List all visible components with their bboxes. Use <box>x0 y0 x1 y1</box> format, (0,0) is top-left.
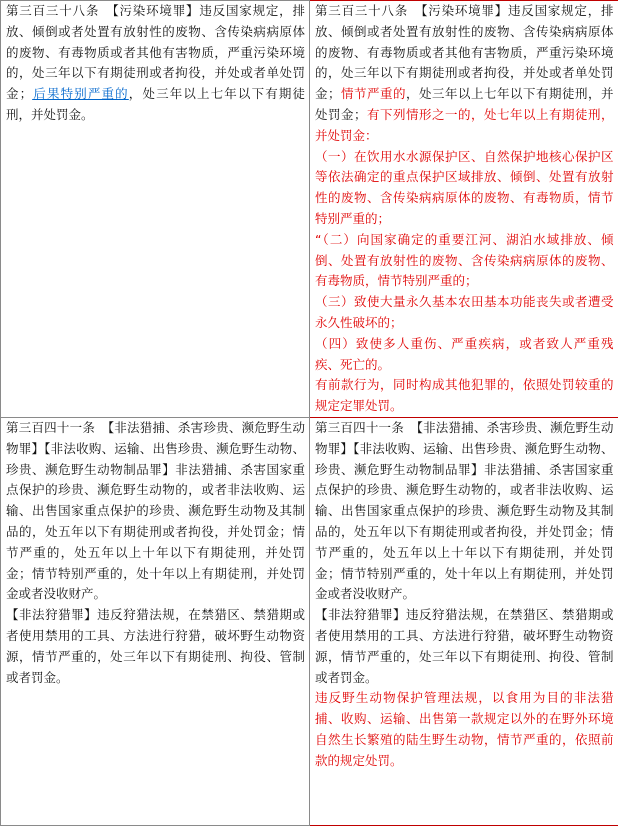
table-row <box>1 1 618 418</box>
article-338-new-text-mid: ，处三年以上七年以下有期徒刑，并处罚金； <box>315 86 613 122</box>
article-338-old-paragraph <box>6 1 305 126</box>
deleted-phrase: 后果特别严重的 <box>32 86 129 101</box>
article-338-new-paragraph <box>315 1 614 147</box>
added-item-4: （四）致使多人重伤、严重疾病，或者致人严重残疾、死亡的。 <box>315 334 614 376</box>
article-341-new-paragraph-1: 第三百四十一条 【非法猎捕、杀害珍贵、濒危野生动物罪】【非法收购、运输、出售珍贵、濒危野生动物、珍贵、濒危野生动物制品罪】非法猎捕、杀害国家重点保护的珍贵、濒危野生动物的，或者非法收购、运输、出售国家重点保护的珍贵、濒危野生动物及其制品的，处五年以下有期徒刑或者拘役，并处罚金；情节严重的，处五年以上十年以下有期徒刑，并处罚金；情节特别严重的，处十年以上有期徒刑，并处罚金或者没收财产。 <box>315 418 614 605</box>
article-341-old-paragraph-2: 【非法狩猎罪】违反狩猎法规，在禁猎区、禁猎期或者使用禁用的工具、方法进行狩猎，破坏野生动物资源，情节严重的，处三年以下有期徒刑、拘役、管制或者罚金。 <box>6 605 305 688</box>
article-341-old-paragraph-1: 第三百四十一条 【非法猎捕、杀害珍贵、濒危野生动物罪】【非法收购、运输、出售珍贵、濒危野生动物、珍贵、濒危野生动物制品罪】非法猎捕、杀害国家重点保护的珍贵、濒危野生动物的，或者非法收购、运输、出售国家重点保护的珍贵、濒危野生动物及其制品的，处五年以下有期徒刑或者拘役，并处罚金；情节严重的，处五年以上十年以下有期徒刑，并处罚金；情节特别严重的，处十年以上有期徒刑，并处罚金或者没收财产。 <box>6 418 305 605</box>
article-338-new-text: 第三百三十八条 【污染环境罪】违反国家规定，排放、倾倒或者处置有放射性的废物、含传染病病原体的废物、有毒物质或者其他有害物质，严重污染环境的，处三年以下有期徒刑或者拘役，并处或者单处罚金； <box>315 3 614 101</box>
added-item-3: （三）致使大量永久基本农田基本功能丧失或者遭受永久性破坏的； <box>315 292 614 334</box>
old-text-cell-article-341 <box>1 417 310 825</box>
new-text-cell-article-338 <box>310 1 618 418</box>
new-text-cell-article-341 <box>310 417 618 825</box>
added-closing-paragraph: 有前款行为，同时构成其他犯罪的，依照处罚较重的规定定罪处罚。 <box>315 375 614 417</box>
article-341-added-paragraph: 违反野生动物保护管理法规，以食用为目的非法猎捕、收购、运输、出售第一款规定以外的在野外环境自然生长繁殖的陆生野生动物，情节严重的，依照前款的规定处罚。 <box>315 688 614 771</box>
added-item-2: “（二）向国家确定的重要江河、湖泊水域排放、倾倒、处置有放射性的废物、含传染病病原体的废物、有毒物质，情节特别严重的； <box>315 230 614 292</box>
article-341-new-paragraph-2: 【非法狩猎罪】违反狩猎法规，在禁猎区、禁猎期或者使用禁用的工具、方法进行狩猎，破坏野生动物资源，情节严重的，处三年以下有期徒刑、拘役、管制或者罚金。 <box>315 605 614 688</box>
added-phrase: 情节严重的 <box>341 86 407 101</box>
table-row <box>1 417 618 825</box>
article-338-old-text-tail: ，处三年以上七年以下有期徒刑，并处罚金。 <box>6 86 305 122</box>
old-text-cell-article-338 <box>1 1 310 418</box>
article-338-old-text: 第三百三十八条 【污染环境罪】违反国家规定，排放、倾倒或者处置有放射性的废物、含传染病病原体的废物、有毒物质或者其他有害物质，严重污染环境的，处三年以下有期徒刑或者拘役，并处或者单处罚金； <box>6 3 305 101</box>
added-clause: 有下列情形之一的，处七年以上有期徒刑，并处罚金： <box>315 107 613 143</box>
added-item-1: （一）在饮用水水源保护区、自然保护地核心保护区等依法确定的重点保护区域排放、倾倒、处置有放射性的废物、含传染病病原体的废物、有毒物质，情节特别严重的； <box>315 147 614 230</box>
